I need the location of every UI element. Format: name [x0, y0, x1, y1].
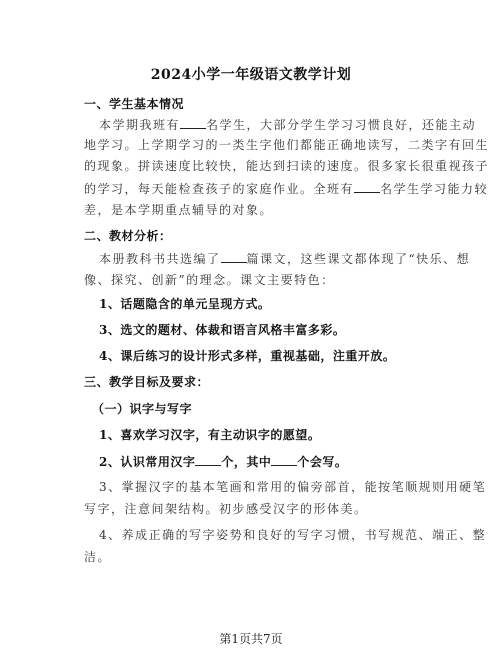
- feature-item: 3、选文的题材、体裁和语言风格丰富多彩。: [99, 323, 346, 337]
- paragraph-line: 洁。: [84, 550, 112, 564]
- fill-in-blank: [180, 116, 206, 129]
- section-heading-teaching-goals: 三、教学目标及要求：: [84, 375, 210, 389]
- paragraph-line: [84, 180, 488, 197]
- document-title: 2024小学一年级语文教学计划: [150, 67, 352, 83]
- fill-in-blank: [271, 453, 297, 466]
- paragraph-line: 的现象。拼读速度比较快，能达到扫读的速度。很多家长很重视孩子: [84, 159, 490, 173]
- section-heading-student-situation: 一、学生基本情况: [84, 97, 185, 111]
- goal-item: 1、喜欢学习汉字，有主动识字的愿望。: [99, 428, 321, 442]
- goal-item: 3、掌握汉字的基本笔画和常用的偏旁部首，能按笔顺规则用硬笔: [99, 480, 487, 494]
- paragraph-line: 像、探究、创新”的理念。课文主要特色：: [84, 273, 335, 287]
- text-span: 名学生，大部分学生学习习惯良好，还能主动: [206, 118, 477, 132]
- section-heading-textbook-analysis: 二、教材分析：: [84, 229, 172, 243]
- text-span: 个，其中: [221, 455, 272, 469]
- feature-item: 1、话题隐含的单元呈现方式。: [99, 297, 271, 311]
- text-span: 名学生学习能力较: [380, 182, 489, 196]
- feature-item: 4、课后练习的设计形式多样，重视基础，注重开放。: [99, 349, 396, 363]
- text-span: 2、认识常用汉字: [99, 455, 196, 469]
- subsection-heading-literacy: （一）识字与写字: [92, 402, 193, 416]
- fill-in-blank: [195, 453, 221, 466]
- text-span: 本学期我班有: [99, 118, 181, 132]
- page-number: 第1页共7页: [219, 632, 283, 646]
- goal-item: [99, 453, 347, 470]
- paragraph-line: 地学习。上学期学习的一类生字他们都能正确地读写，二类字有回生: [84, 138, 490, 152]
- text-span: 篇课文，这些课文都体现了“快乐、想: [246, 252, 471, 266]
- paragraph-line: 差，是本学期重点辅导的对象。: [84, 203, 274, 217]
- goal-item: 4、养成正确的写字姿势和良好的写字习惯，书写规范、端正、整: [99, 528, 487, 542]
- fill-in-blank: [221, 250, 247, 263]
- text-span: 本册教科书共选编了: [99, 252, 221, 266]
- paragraph-line: [99, 116, 476, 133]
- paragraph-line: 写字，注意间架结构。初步感受汉字的形体美。: [84, 502, 368, 516]
- paragraph-line: [99, 250, 470, 267]
- text-span: 的学习，每天能检查孩子的家庭作业。全班有: [84, 182, 355, 196]
- text-span: 个会写。: [297, 455, 348, 469]
- fill-in-blank: [354, 180, 380, 193]
